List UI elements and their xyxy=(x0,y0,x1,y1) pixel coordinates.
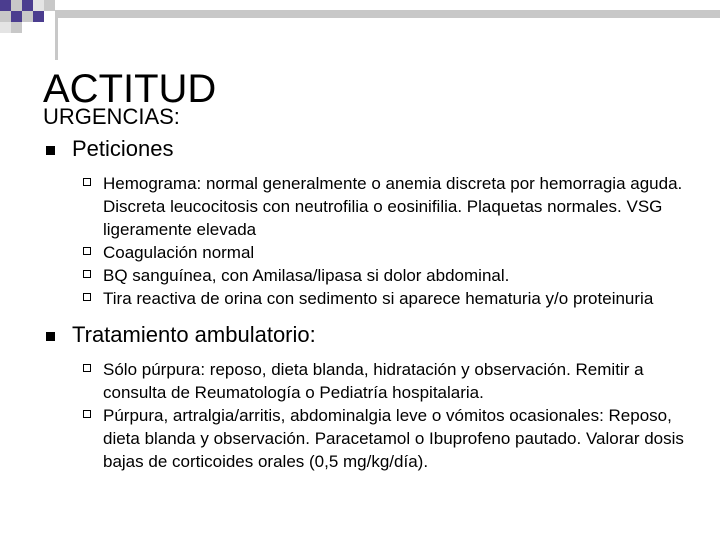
deco-square-gray-7 xyxy=(33,0,44,11)
slide-title: ACTITUD xyxy=(43,66,217,111)
deco-square-purple-3 xyxy=(11,11,22,22)
level1-label: Peticiones xyxy=(72,136,174,161)
square-bullet-icon xyxy=(46,332,55,341)
list-item-text: Tira reactiva de orina con sedimento si aparece hematuria y/o proteinuria xyxy=(103,289,654,308)
deco-square-purple-1 xyxy=(0,0,11,11)
list-item-text: Coagulación normal xyxy=(103,243,255,262)
deco-top-bar xyxy=(55,10,720,18)
hollow-square-bullet-icon xyxy=(83,247,91,255)
deco-square-gray-2 xyxy=(0,11,11,22)
list-item-text: Púrpura, artralgia/arritis, abdominalgia leve o vómitos ocasionales: Reposo, dieta blanda y observación. Paracetamol o Ibuprofeno pautado. Valorar dosis bajas de corticoides orales (0,5 mg/kg/día). xyxy=(103,406,684,471)
list-item xyxy=(43,241,693,264)
list-item-text: Hemograma: normal generalmente o anemia discreta por hemorragia aguda. Discreta leucocitosis con neutrofilia o eosinifilia. Plaquetas normales. VSG ligeramente elevada xyxy=(103,174,683,239)
list-item xyxy=(43,358,693,404)
deco-vertical-bar xyxy=(55,10,58,60)
level1-item-peticiones xyxy=(43,136,693,162)
hollow-square-bullet-icon xyxy=(83,410,91,418)
deco-square-gray-3 xyxy=(22,11,33,22)
slide-body xyxy=(43,104,693,473)
list-item xyxy=(43,287,693,310)
list-item xyxy=(43,404,693,473)
list-item xyxy=(43,172,693,241)
deco-square-gray-1 xyxy=(11,0,22,11)
hollow-square-bullet-icon xyxy=(83,364,91,372)
list-item-text: Sólo púrpura: reposo, dieta blanda, hidratación y observación. Remitir a consulta de Reumatología o Pediatría hospitalaria. xyxy=(103,360,644,402)
hollow-square-bullet-icon xyxy=(83,178,91,186)
deco-square-gray-5 xyxy=(11,22,22,33)
list-item-text: BQ sanguínea, con Amilasa/lipasa si dolor abdominal. xyxy=(103,266,510,285)
deco-square-purple-2 xyxy=(22,0,33,11)
hollow-square-bullet-icon xyxy=(83,293,91,301)
hollow-square-bullet-icon xyxy=(83,270,91,278)
tratamiento-list xyxy=(43,358,693,473)
peticiones-list xyxy=(43,172,693,310)
section-heading: URGENCIAS: xyxy=(43,104,180,129)
level1-label: Tratamiento ambulatorio: xyxy=(72,322,316,347)
level1-item-tratamiento xyxy=(43,322,693,348)
deco-square-gray-6 xyxy=(44,0,55,11)
square-bullet-icon xyxy=(46,146,55,155)
header-decoration xyxy=(0,0,720,60)
list-item xyxy=(43,264,693,287)
deco-square-gray-4 xyxy=(0,22,11,33)
deco-square-purple-4 xyxy=(33,11,44,22)
